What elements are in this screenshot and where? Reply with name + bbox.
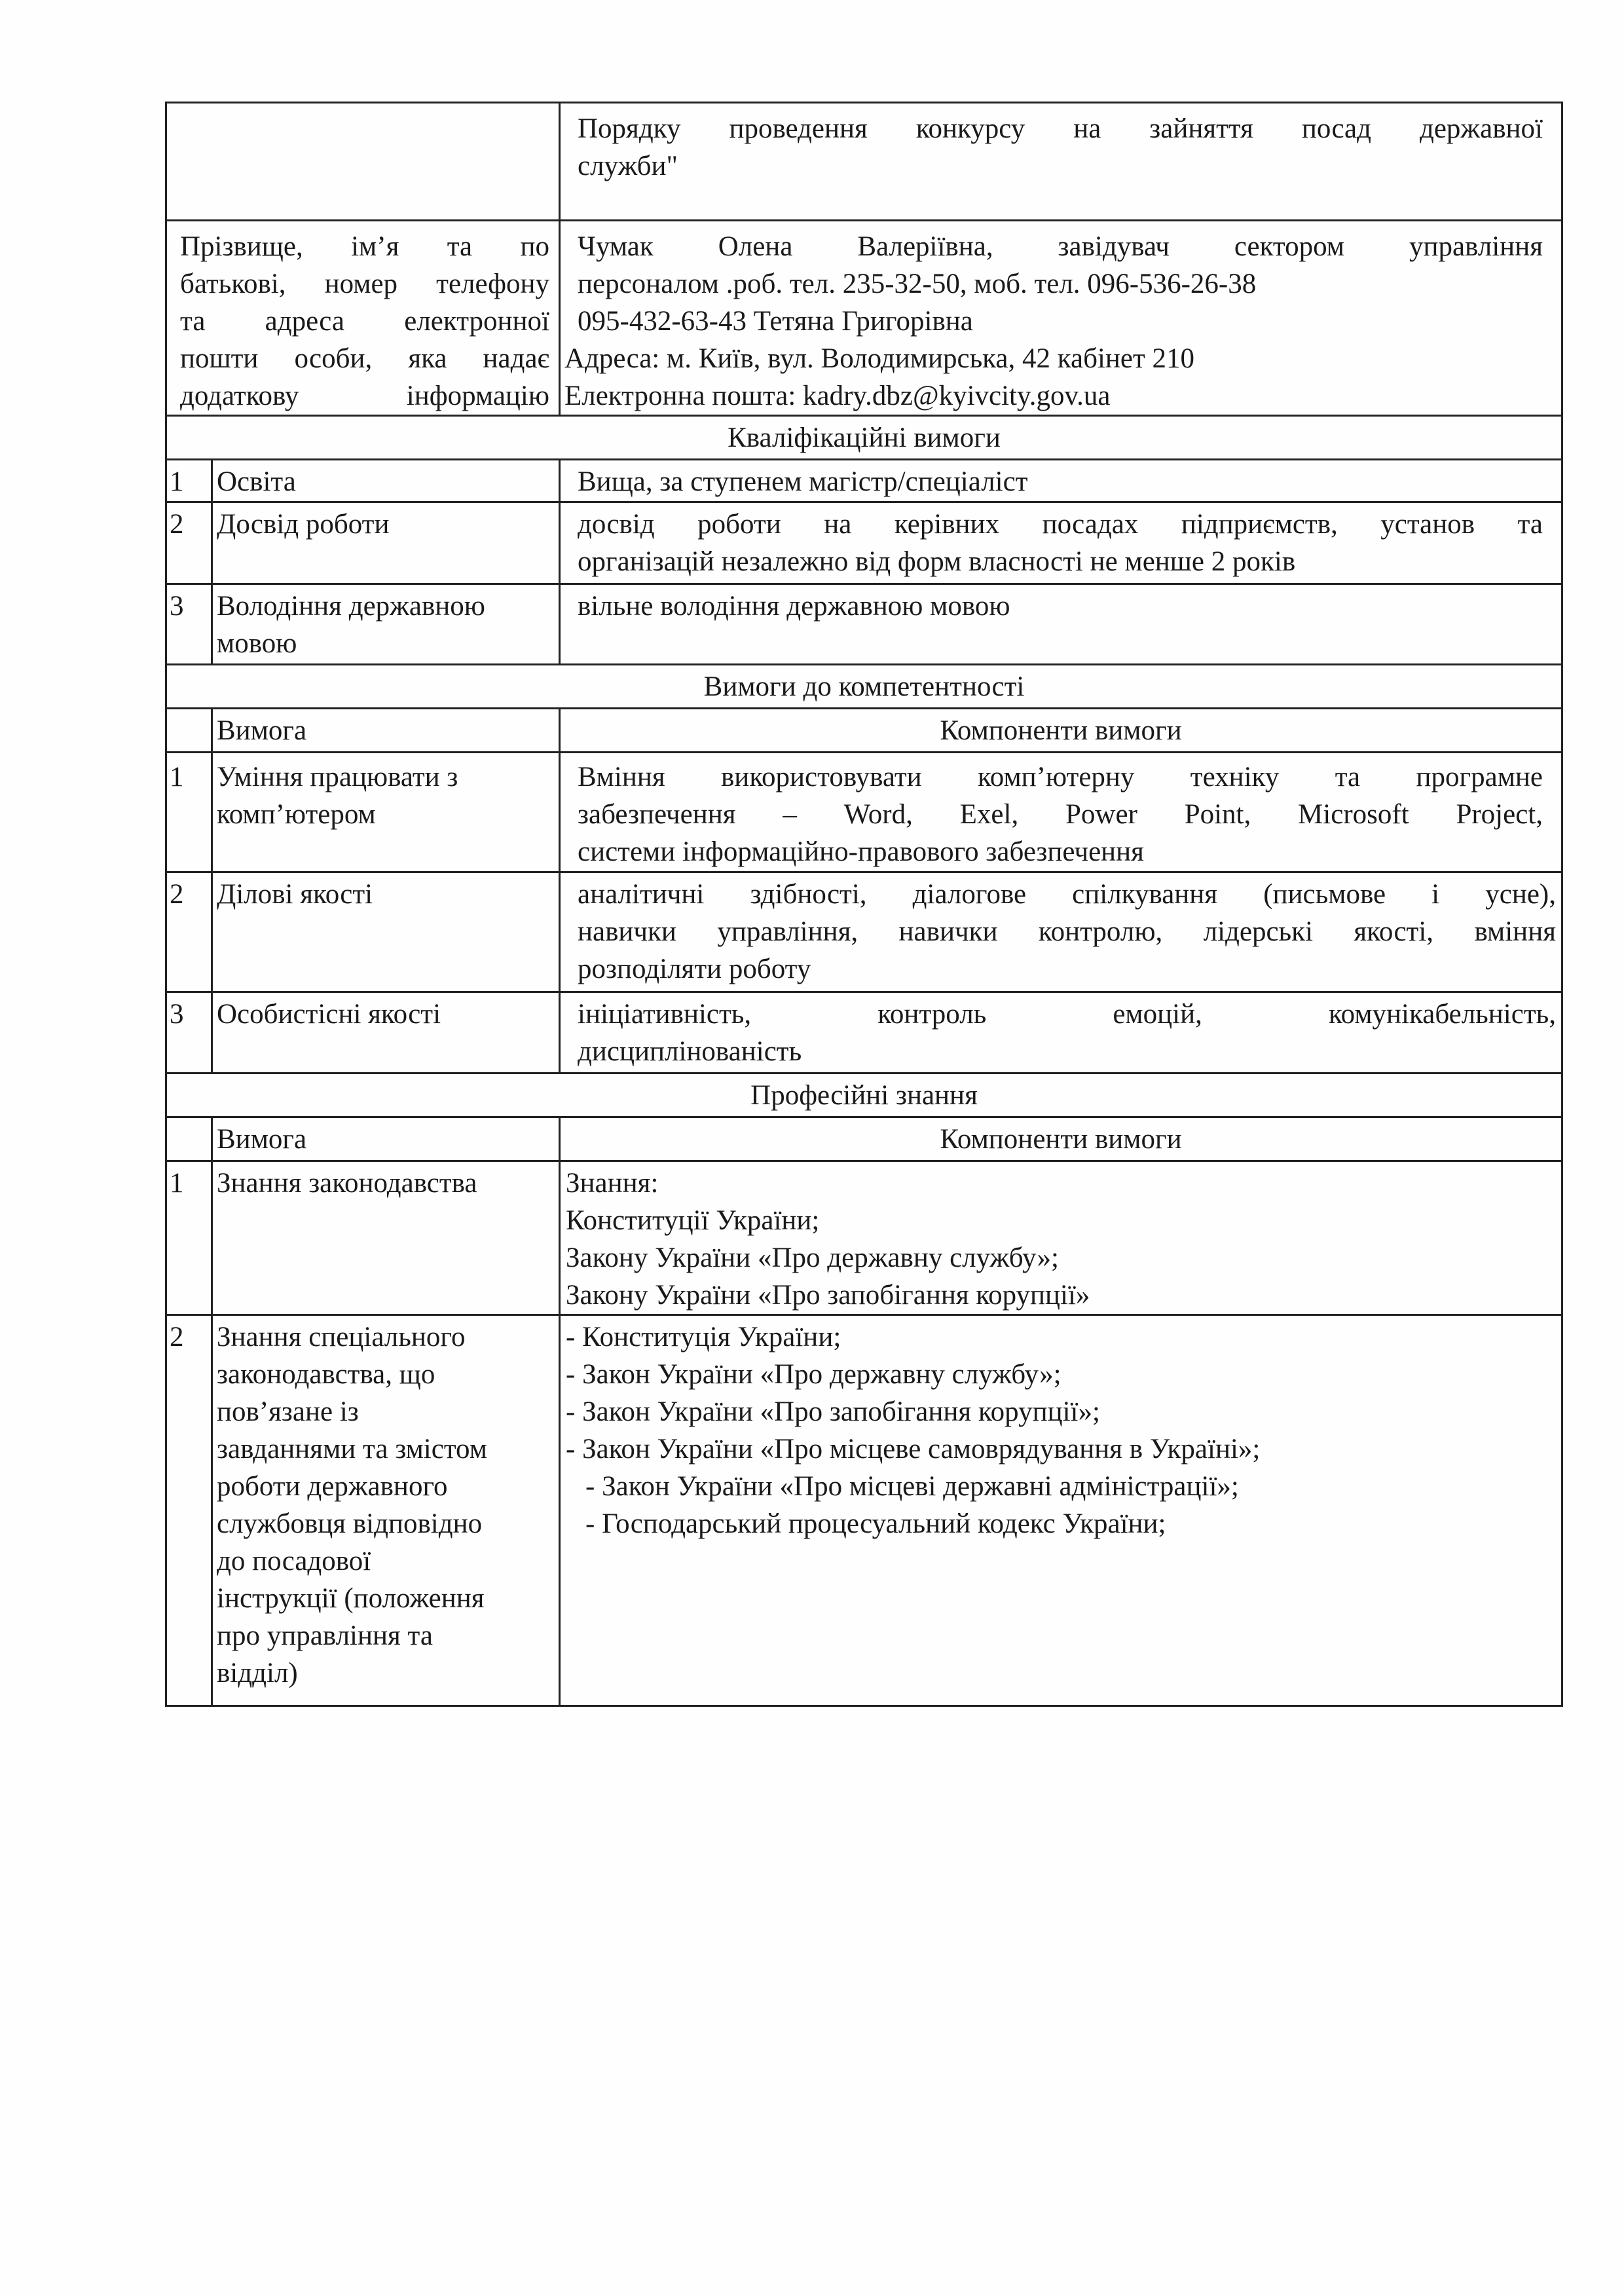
table-row [166,1161,1562,1315]
text-line: забезпечення – Word, Exel, Power Point, Microsoft Project, [578,799,1543,830]
contact-email: Електронна пошта: kadry.dbz@kyivcity.gov.ua [564,381,1111,411]
column-header-components: Компоненти вимоги [560,709,1562,753]
text-line: додаткову інформацію [180,381,549,411]
law-list-item: - Конституція України; [566,1322,841,1353]
requirement-label [212,992,560,1073]
text-line: мовою [217,628,297,659]
contact-address: Адреса: м. Київ, вул. Володимирська, 42 кабінет 210 [564,343,1195,374]
text-line: роботи державного [217,1471,448,1502]
row-number: 1 [166,460,212,502]
section-title: Професійні знання [166,1073,1562,1117]
text-line: дисциплінованість [578,1036,802,1067]
column-header-number [166,1117,212,1161]
column-header-requirement: Вимога [212,709,560,753]
table-row [166,753,1562,872]
section-header-qualification [166,416,1562,460]
requirement-label [212,872,560,992]
table-row [166,992,1562,1073]
requirement-value [560,1161,1562,1315]
requirement-value [560,992,1562,1073]
row-number: 1 [166,1161,212,1315]
text-line: Знання: [566,1168,659,1199]
row-number: 2 [166,502,212,584]
requirement-value [560,460,1562,502]
text-line: службовця відповідно [217,1508,483,1539]
law-list-item: - Закон України «Про запобігання корупції»; [566,1396,1100,1427]
text-line: Конституції України; [566,1205,820,1236]
table-row-contact [166,221,1562,416]
requirement-label [212,753,560,872]
contact-value-cell [560,221,1562,416]
contact-phones: персоналом .роб. тел. 235-32-50, моб. тел. 096-536-26-38 [578,269,1257,299]
column-header-row [166,1117,1562,1161]
text-line: Закону України «Про державну службу»; [566,1242,1059,1273]
text-line: та адреса електронної [180,306,549,337]
requirement-label [212,1315,560,1706]
law-list-item: - Господарський процесуальний кодекс України; [585,1508,1166,1539]
requirement-value [560,872,1562,992]
text-line: про управління та [217,1620,433,1651]
text-line: Володіння державною [217,591,485,622]
text-line: вільне володіння державною мовою [578,591,1010,622]
text-line: пов’язане із [217,1396,359,1427]
text-line: навички управління, навички контролю, лідерські якості, вміння [578,916,1556,947]
table-row-continuation [166,103,1562,221]
text-line: ініціативність, контроль емоцій, комунікабельність, [578,999,1556,1030]
text-line: Вміння використовувати комп’ютерну техніку та програмне [578,762,1543,793]
text-line: Знання законодавства [217,1168,477,1199]
text-line: Освіта [217,466,296,497]
law-list-item: - Закон України «Про місцеві державні адміністрації»; [585,1471,1239,1502]
continuation-label-cell [166,103,560,221]
text-line: Закону України «Про запобігання корупції» [566,1280,1090,1311]
text-line: Прізвище, ім’я та по [180,231,549,262]
row-number: 2 [166,872,212,992]
text-line: батькові, номер телефону [180,269,549,299]
text-line: пошти особи, яка надає [180,343,549,374]
text-line: Вища, за ступенем магістр/спеціаліст [578,466,1028,497]
section-title: Вимоги до компетентності [166,665,1562,709]
column-header-requirement: Вимога [212,1117,560,1161]
requirement-label [212,584,560,665]
table-row [166,460,1562,502]
column-header-number [166,709,212,753]
text-line: розподіляти роботу [578,954,811,984]
text-line: інструкції (положення [217,1583,485,1614]
requirement-value [560,502,1562,584]
text-line: Порядку проведення конкурсу на зайняття посад державної [578,113,1543,144]
text-line: організацій незалежно від форм власності не менше 2 років [578,546,1296,577]
continuation-value-cell [560,103,1562,221]
table-row [166,872,1562,992]
contact-name-position: Чумак Олена Валеріївна, завідувач сектором управління [578,231,1543,262]
text-line: завданнями та змістом [217,1434,487,1465]
law-list-item: - Закон України «Про місцеве самоврядування в Україні»; [566,1434,1261,1465]
row-number: 2 [166,1315,212,1706]
text-line: служби" [578,151,678,181]
text-line: Ділові якості [217,879,373,910]
requirement-value [560,584,1562,665]
table-row [166,502,1562,584]
row-number: 3 [166,992,212,1073]
requirement-label [212,502,560,584]
requirement-value [560,1315,1562,1706]
text-line: Знання спеціального [217,1322,466,1353]
table-row [166,1315,1562,1706]
section-header-professional [166,1073,1562,1117]
requirement-value [560,753,1562,872]
text-line: системи інформаційно-правового забезпечення [578,836,1144,867]
text-line: Досвід роботи [217,509,390,540]
requirement-label [212,460,560,502]
text-line: відділ) [217,1658,298,1689]
text-line: аналітичні здібності, діалогове спілкування (письмове і усне), [578,879,1556,910]
text-line: законодавства, що [217,1359,435,1390]
contact-extra-phone: 095-432-63-43 Тетяна Григорівна [578,306,973,337]
law-list-item: - Закон України «Про державну службу»; [566,1359,1061,1390]
column-header-components: Компоненти вимоги [560,1117,1562,1161]
text-line: комп’ютером [217,799,376,830]
text-line: Уміння працювати з [217,762,458,793]
contact-label-cell [166,221,560,416]
section-header-competence [166,665,1562,709]
text-line: Особистісні якості [217,999,441,1030]
row-number: 3 [166,584,212,665]
section-title: Кваліфікаційні вимоги [166,416,1562,460]
row-number: 1 [166,753,212,872]
text-line: досвід роботи на керівних посадах підприємств, установ та [578,509,1543,540]
requirement-label [212,1161,560,1315]
text-line: до посадової [217,1546,371,1577]
table-row [166,584,1562,665]
vacancy-requirements-table [165,102,1563,1707]
column-header-row [166,709,1562,753]
